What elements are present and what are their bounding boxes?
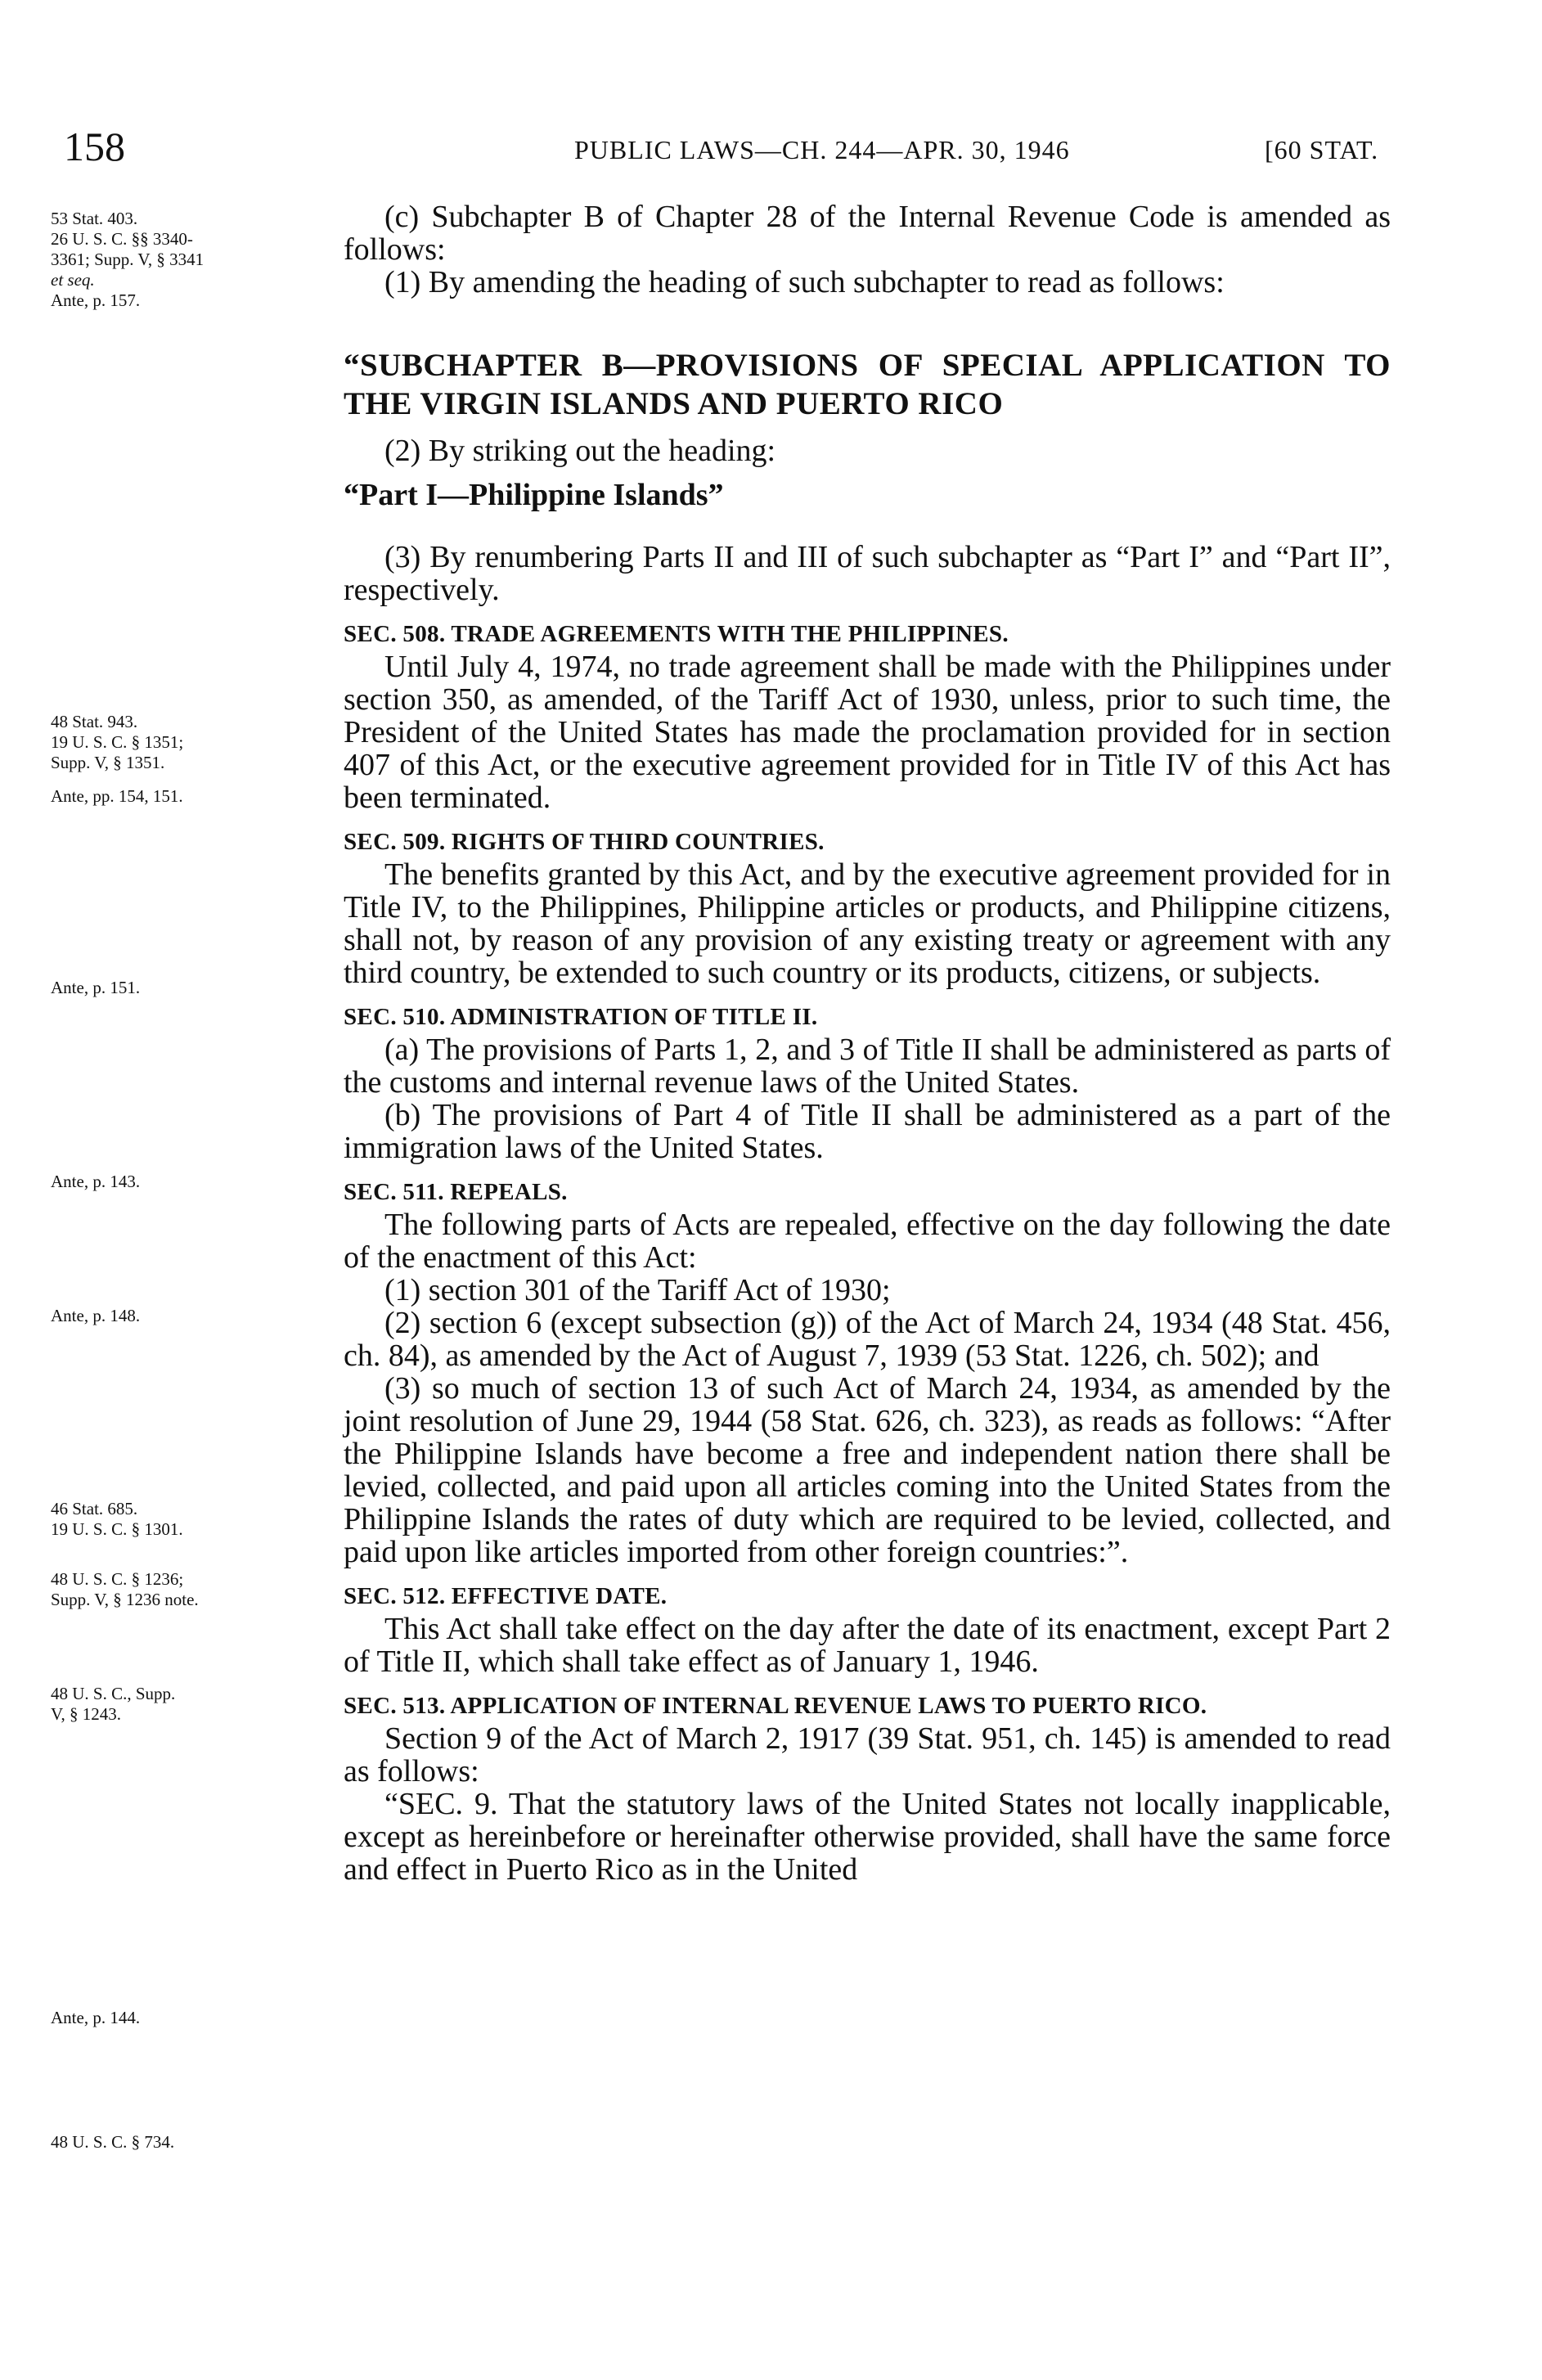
paragraph-c: (c) Subchapter B of Chapter 28 of the Internal Revenue Code is amended as follows: <box>344 200 1391 267</box>
section-513-text: Section 9 of the Act of March 2, 1917 (39 Stat. 951, ch. 145) is amended to read as follows: <box>344 1721 1391 1788</box>
margin-note: 53 Stat. 403. 26 U. S. C. §§ 3340- 3361; Supp. V, § 3341 et seq. Ante, p. 157. <box>51 209 205 310</box>
margin-note: 48 U. S. C., Supp. V, § 1243. <box>51 1684 176 1724</box>
margin-note: 48 U. S. C. § 734. <box>51 2132 175 2152</box>
section-511-item-3: (3) so much of section 13 of such Act of March 24, 1934, as amended by the joint resolution of June 29, 1944 (58 Stat. 626, ch. 323), as reads as follows: “After the Philippine Islands have become a free and independent nation there shall be levied, collected, and paid upon all articles coming into the United States from the Philippine Islands the rates of duty which are required to be levied, collected, and paid upon like articles imported from other foreign countries:”. <box>344 1371 1391 1569</box>
section-512-text: This Act shall take effect on the day after the date of its enactment, except Part 2 of Title II, which shall take effect as of January 1, 1946. <box>344 1612 1391 1679</box>
section-511-text: The following parts of Acts are repealed, effective on the day following the date of the enactment of this Act: <box>344 1208 1391 1275</box>
margin-note: Ante, p. 148. <box>51 1306 141 1325</box>
section-508-heading: SEC. 508. TRADE AGREEMENTS WITH THE PHILIPPINES. <box>344 621 1009 647</box>
section-508-text: Until July 4, 1974, no trade agreement shall be made with the Philippines under section 350, as amended, of the Tariff Act of 1930, unless, prior to such time, the President of the United States has made the proclamation provided for in section 407 of this Act, or the executive agreement provided for in Title IV of this Act has been terminated. <box>344 650 1391 815</box>
paragraph-1: (1) By amending the heading of such subchapter to read as follows: <box>384 265 1225 299</box>
section-511-item-2: (2) section 6 (except subsection (g)) of the Act of March 24, 1934 (48 Stat. 456, ch. 84), as amended by the Act of August 7, 1939 (53 Stat. 1226, ch. 502); and <box>344 1306 1391 1373</box>
paragraph-2: (2) By striking out the heading: <box>384 434 776 468</box>
main-text-column <box>344 200 1391 1886</box>
section-509-heading: SEC. 509. RIGHTS OF THIRD COUNTRIES. <box>344 829 825 855</box>
paragraph-3: (3) By renumbering Parts II and III of such subchapter as “Part I” and “Part II”, respectively. <box>344 540 1391 607</box>
page-number: 158 <box>64 124 125 169</box>
margin-note: Ante, p. 143. <box>51 1172 141 1191</box>
section-509-text: The benefits granted by this Act, and by the executive agreement provided for in Title IV, to the Philippines, Philippine articles or products, and Philippine citizens, shall not, by reason of any provision of any existing treaty or agreement with any third country, be extended to such country or its products, citizens, or subjects. <box>344 857 1391 990</box>
running-title: PUBLIC LAWS—CH. 244—APR. 30, 1946 <box>574 135 1070 164</box>
section-513-heading: SEC. 513. APPLICATION OF INTERNAL REVENUE LAWS TO PUERTO RICO. <box>344 1693 1207 1719</box>
section-512-heading: SEC. 512. EFFECTIVE DATE. <box>344 1583 668 1609</box>
section-511-heading: SEC. 511. REPEALS. <box>344 1179 568 1205</box>
subchapter-heading: “SUBCHAPTER B—PROVISIONS OF SPECIAL APPLICATION TO THE VIRGIN ISLANDS AND PUERTO RICO <box>344 348 1391 421</box>
section-511-item-1: (1) section 301 of the Tariff Act of 1930; <box>384 1273 891 1307</box>
part-heading: “Part I—Philippine Islands” <box>344 478 724 512</box>
margin-note: 48 U. S. C. § 1236; Supp. V, § 1236 note. <box>51 1569 199 1609</box>
section-513-quote: “SEC. 9. That the statutory laws of the United States not locally inapplicable, except as hereinbefore or hereinafter otherwise provided, shall have the same force and effect in Puerto Rico as in the United <box>344 1787 1391 1887</box>
margin-note: 46 Stat. 685. 19 U. S. C. § 1301. <box>51 1499 183 1539</box>
margin-note: 48 Stat. 943. 19 U. S. C. § 1351; Supp. V, § 1351. Ante, pp. 154, 151. <box>51 712 184 806</box>
margin-note: Ante, p. 151. <box>51 978 141 997</box>
section-510-a: (a) The provisions of Parts 1, 2, and 3 of Title II shall be administered as parts of the customs and internal revenue laws of the United States. <box>344 1033 1391 1100</box>
running-header <box>0 123 1542 172</box>
volume-reference: [60 STAT. <box>1265 135 1379 164</box>
margin-note: Ante, p. 144. <box>51 2008 141 2027</box>
section-510-heading: SEC. 510. ADMINISTRATION OF TITLE II. <box>344 1004 818 1030</box>
section-510-b: (b) The provisions of Part 4 of Title II shall be administered as a part of the immigration laws of the United States. <box>344 1098 1391 1165</box>
